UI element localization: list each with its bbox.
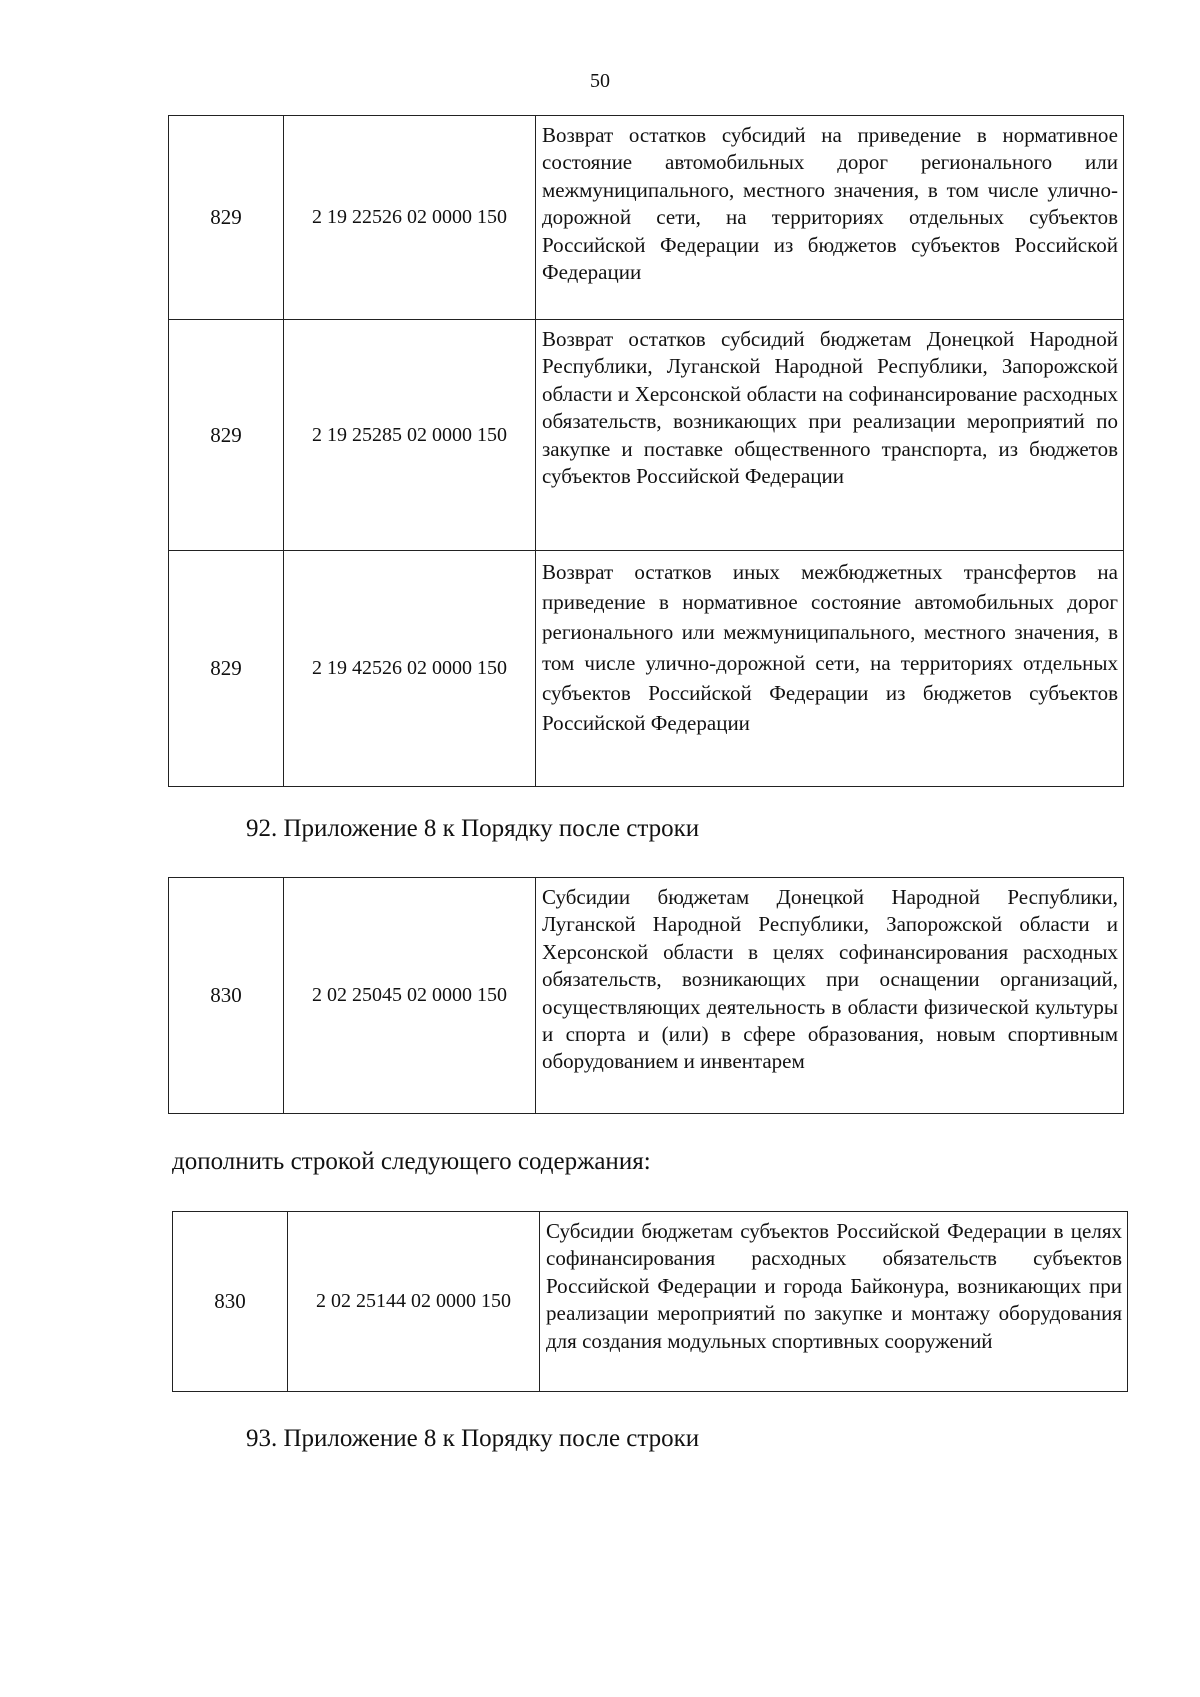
kbk-table-before [168,877,1124,1114]
description-cell: Субсидии бюджетам Донецкой Народной Республики, Луганской Народной Республики, Запорожской области и Херсонской области в целях софинансирования расходных обязательств, возникающих при оснащении организаций, осуществляющих деятельность в области физической культуры и спорта и (или) в сфере образования, новым спортивным оборудованием и инвентарем [536,878,1124,1114]
budget-code-cell: 2 19 42526 02 0000 150 [284,551,536,787]
paragraph-93: 93. Приложение 8 к Порядку после строки [246,1425,700,1452]
description-cell: Возврат остатков субсидий на приведение в нормативное состояние автомобильных дорог регионального или межмуниципального, местного значения, в том числе улично-дорожной сети, на территориях отдельных субъектов Российской Федерации из бюджетов субъектов Российской Федерации [536,116,1124,320]
admin-code-cell: 830 [169,878,284,1114]
table-row [169,320,1124,551]
admin-code-cell: 829 [169,116,284,320]
table-row [169,878,1124,1114]
paragraph-92: 92. Приложение 8 к Порядку после строки [246,815,700,842]
description-cell: Субсидии бюджетам субъектов Российской Федерации в целях софинансирования расходных обязательств субъектов Российской Федерации и города Байконура, возникающих при реализации мероприятий по закупке и монтажу оборудования для создания модульных спортивных сооружений [540,1212,1128,1392]
description-cell: Возврат остатков субсидий бюджетам Донецкой Народной Республики, Луганской Народной Республики, Запорожской области и Херсонской области на софинансирование расходных обязательств, возникающих при реализации мероприятий по закупке и поставке общественного транспорта, из бюджетов субъектов Российской Федерации [536,320,1124,551]
admin-code-cell: 829 [169,551,284,787]
kbk-table-new-row [172,1211,1128,1392]
budget-code-cell: 2 19 22526 02 0000 150 [284,116,536,320]
budget-code-cell: 2 02 25045 02 0000 150 [284,878,536,1114]
admin-code-cell: 830 [173,1212,288,1392]
table-row [169,116,1124,320]
table-row [173,1212,1128,1392]
paragraph-add-row: дополнить строкой следующего содержания: [172,1148,651,1175]
budget-code-cell: 2 02 25144 02 0000 150 [288,1212,540,1392]
budget-code-cell: 2 19 25285 02 0000 150 [284,320,536,551]
kbk-table-returns [168,115,1124,787]
table-row [169,551,1124,787]
description-cell: Возврат остатков иных межбюджетных трансфертов на приведение в нормативное состояние автомобильных дорог регионального или межмуниципального, местного значения, в том числе улично-дорожной сети, на территориях отдельных субъектов Российской Федерации из бюджетов субъектов Российской Федерации [536,551,1124,787]
page-number: 50 [590,70,610,92]
admin-code-cell: 829 [169,320,284,551]
